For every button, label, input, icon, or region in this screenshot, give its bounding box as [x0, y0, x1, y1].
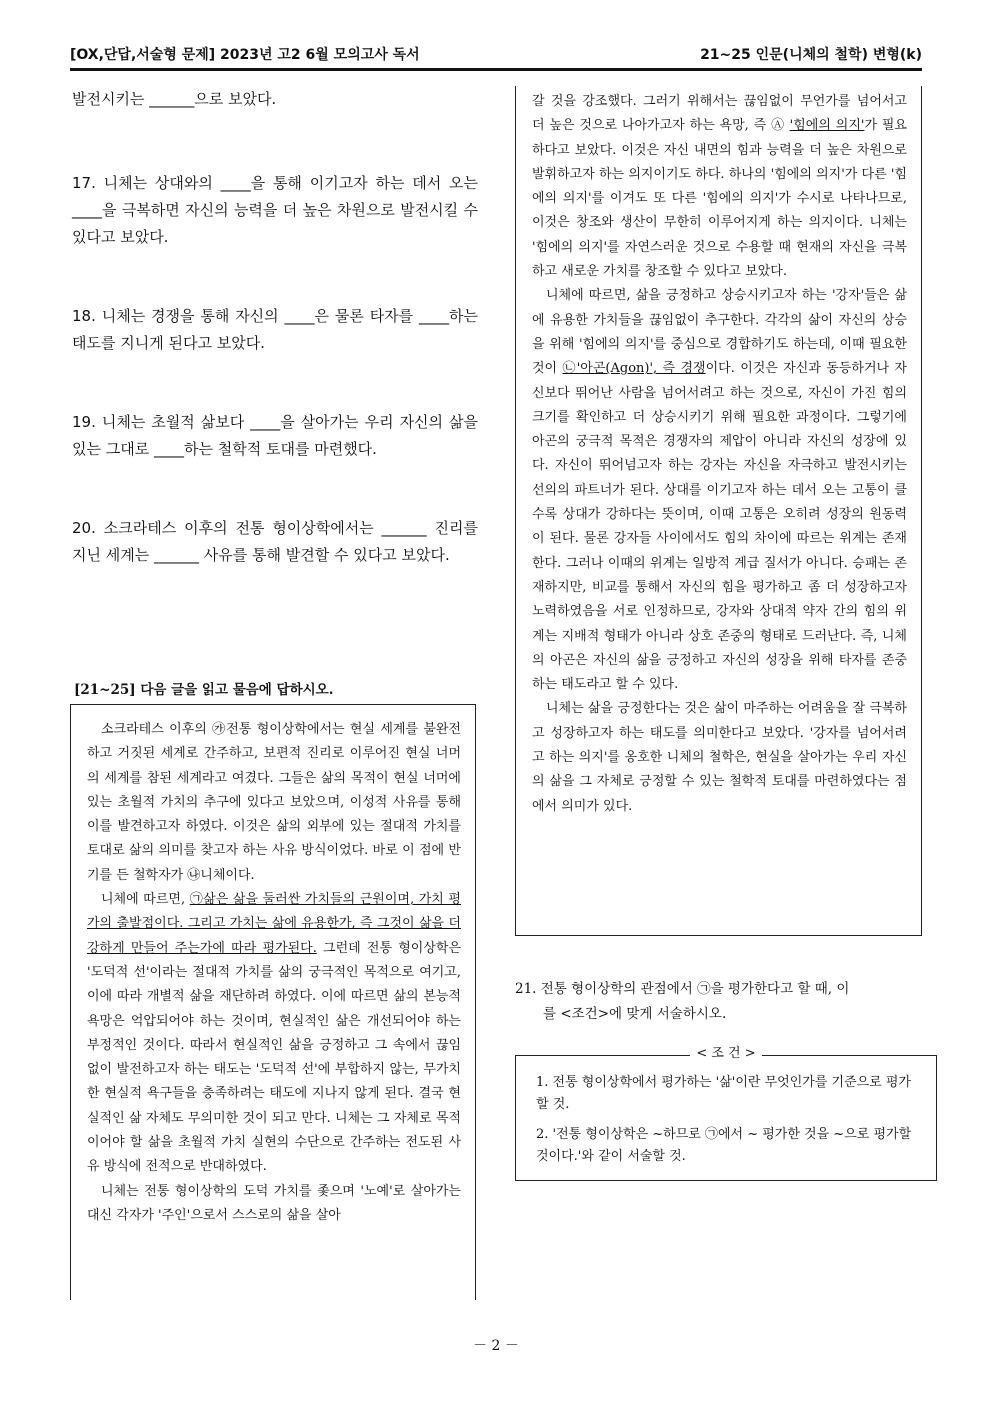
underlined-claim-a: ㉠삶은 삶을 둘러싼 가치들의 근원이며, 가치 평가의 출발점이다. 그리고 가치는 삶에 유용한가, 즉 그것이 삶을 더 강하게 만들어 주는가에 따라 평가된다. [87, 892, 461, 956]
passage-paragraph-3-cont [532, 90, 907, 284]
passage-paragraph-5: 니체는 삶을 긍정한다는 것은 삶이 마주하는 어려움을 잘 극복하고 성장하고자 하는 태도를 의미한다고 보았다. '강자를 넘어서려고 하는 의지'를 옹호한 니체의 철학은, 현실을 살아가는 우리 자신의 삶을 그 자체로 긍정할 수 있는 철학적 토대를 마련하였다는 점에서 의미가 있다. [532, 701, 907, 814]
passage-p3-b: 가 필요하다고 보았다. 이것은 자신 내면의 힘과 능력을 더 높은 차원으로 발휘하고자 하는 의지이기도 하다. 하나의 '힘에의 의지'가 다른 '힘에의 의지'를 이겨도 또 다른 '힘에의 의지'가 수시로 나타나므로, 이것은 창조와 생산이 무한히 이루어지게 하는 의지이다. 니체는 '힘에의 의지'를 자연스러운 것으로 수용할 때 현재의 자신을 극복하고 새로운 가치를 창조할 수 있다고 보았다. [532, 118, 907, 280]
conditions-title: < 조 건 > [515, 1045, 937, 1063]
passage-box-right [515, 86, 922, 936]
passage-paragraph-3-start: 니체는 전통 형이상학의 도덕 가치를 좇으며 '노예'로 살아가는 대신 각자가 '주인'으로서 스스로의 삶을 살아 [87, 1183, 461, 1223]
question-20: 20. 소크라테스 이후의 전통 형이상학에서는 ______ 진리를 지닌 세계는 ______ 사유를 통해 발견할 수 있다고 보았다. [72, 519, 478, 564]
question-21-line-2: 를 <조건>에 맞게 서술하시오. [543, 1006, 727, 1022]
section-title: [21~25] 다음 글을 읽고 물음에 답하시오. [74, 682, 334, 698]
passage-p2-lead: 니체에 따르면, [101, 892, 190, 908]
condition-2: 2. '전통 형이상학은 ~하므로 ㉠에서 ~ 평가한 것을 ~으로 평가할 것이다.'와 같이 서술할 것. [536, 1127, 912, 1164]
header-rule [70, 68, 922, 71]
question-21 [515, 977, 922, 1027]
header-title: [OX,단답,서술형 문제] 2023년 고2 6월 모의고사 독서 [70, 47, 420, 63]
passage-p4-b: 이다. 이것은 자신과 동등하거나 자신보다 뛰어난 사람을 넘어서려고 하는 것으로, 자신이 가진 힘의 크기를 확인하고 더 상승시키기 위해 필요한 과정이다. 그렇기에 아곤의 궁극적 목적은 경쟁자의 제압이 아니라 자신의 성장에 있다. 자신이 뛰어넘고자 하는 강자는 자신을 자극하고 발전시키는 선의의 파트너가 된다. 상대를 이기고자 하는 데서 오는 고통이 클수록 상대가 강하다는 뜻이며, 이때 고통은 오히려 성장의 원동력이 된다. 물론 강자들 사이에서도 힘의 차이에 따르는 위계는 존재한다. 그러나 이때의 위계는 일방적 계급 질서가 아니다. 승패는 존재하지만, 비교를 통해서 자신의 힘을 평가하고 좀 더 성장하고자 노력하였음을 서로 인정하므로, 강자와 상대적 약자 간의 힘의 위계는 지배적 형태가 아니라 상호 존중의 형태로 드러난다. 즉, 니체의 아곤은 자신의 삶을 긍정하고 자신의 성장을 위해 타자를 존중하는 태도라고 할 수 있다. [532, 361, 907, 693]
question-19: 19. 니체는 초월적 삶보다 ____을 살아가는 우리 자신의 삶을 있는 그대로 ____하는 철학적 토대를 마련했다. [72, 413, 478, 458]
question-18: 18. 니체는 경쟁을 통해 자신의 ____은 물론 타자를 ____하는 태도를 지니게 된다고 보았다. [72, 307, 478, 352]
header-subtitle: 21~25 인문(니체의 철학) 변형(k) [700, 47, 922, 63]
passage-paragraph-2 [87, 888, 461, 1180]
underlined-will-to-power: '힘에의 의지' [789, 118, 865, 134]
passage-paragraph-4 [532, 284, 907, 697]
question-16-tail: 발전시키는 ______으로 보았다. [72, 90, 277, 108]
passage-paragraph-1: 소크라테스 이후의 ㉮전통 형이상학에서는 현실 세계를 불완전하고 거짓된 세계로 간주하고, 보편적 진리로 이루어진 현실 너머의 세계를 참된 세계라고 여겼다. 그들은 삶의 목적이 현실 너머에 있는 초월적 가치의 추구에 있다고 보았으며, 이성적 사유를 통해 이를 발견하고자 하였다. 이것은 삶의 외부에 있는 절대적 가치를 토대로 삶의 의미를 찾고자 하는 사유 방식이었다. 바로 이 점에 반기를 든 철학자가 ㉯니체이다. [87, 722, 461, 883]
page-number: － 2 － [473, 1338, 519, 1354]
passage-p3-a: 갈 것을 강조했다. 그러기 위해서는 끊임없이 무언가를 넘어서고 더 높은 것으로 나아가고자 하는 욕망, 즉 Ⓐ [532, 94, 907, 134]
question-list [72, 86, 478, 569]
passage-box-left [70, 704, 476, 1300]
page-header [70, 44, 922, 66]
question-17: 17. 니체는 상대와의 ____을 통해 이기고자 하는 데서 오는 ____을 극복하면 자신의 능력을 더 높은 차원으로 발전시킬 수 있다고 보았다. [72, 174, 478, 246]
passage-p2-rest: 그런데 전통 형이상학은 '도덕적 선'이라는 절대적 가치를 삶의 궁극적인 목적으로 여기고, 이에 따라 개별적 삶을 재단하려 하였다. 이에 따르면 삶의 본능적 욕망은 억압되어야 하는 것이며, 현실적인 삶은 개선되어야 하는 부정적인 것이다. 따라서 현실적인 삶을 긍정하고 그 속에서 끊임없이 발전하고자 하는 태도는 '도덕적 선'에 부합하지 않는, 무가치한 현실적 욕구들을 충족하려는 태도에 지나지 않게 된다. 결국 현실적인 삶 자체도 무의미한 것이 되고 만다. 니체는 그 자체로 목적이어야 할 삶을 초월적 가치 실현의 수단으로 간주하는 전도된 사유 방식에 전적으로 반대하였다. [87, 940, 462, 1175]
question-21-line-1: 21. 전통 형이상학의 관점에서 ㉠을 평가한다고 할 때, 이 [515, 981, 850, 997]
passage-p4-a: 니체에 따르면, 삶을 긍정하고 상승시키고자 하는 '강자'들은 삶에 유용한 가치들을 끊임없이 추구한다. 각각의 삶이 자신의 상승을 위해 '힘에의 의지'를 중심으로 경합하기도 하는데, 이때 필요한 것이 [532, 288, 907, 377]
conditions-box [515, 1055, 937, 1181]
condition-1: 1. 전통 형이상학에서 평가하는 '삶'이란 무엇인가를 기준으로 평가할 것. [536, 1075, 911, 1112]
underlined-agon: ㉡'아곤(Agon)', 즉 경쟁 [562, 361, 706, 377]
